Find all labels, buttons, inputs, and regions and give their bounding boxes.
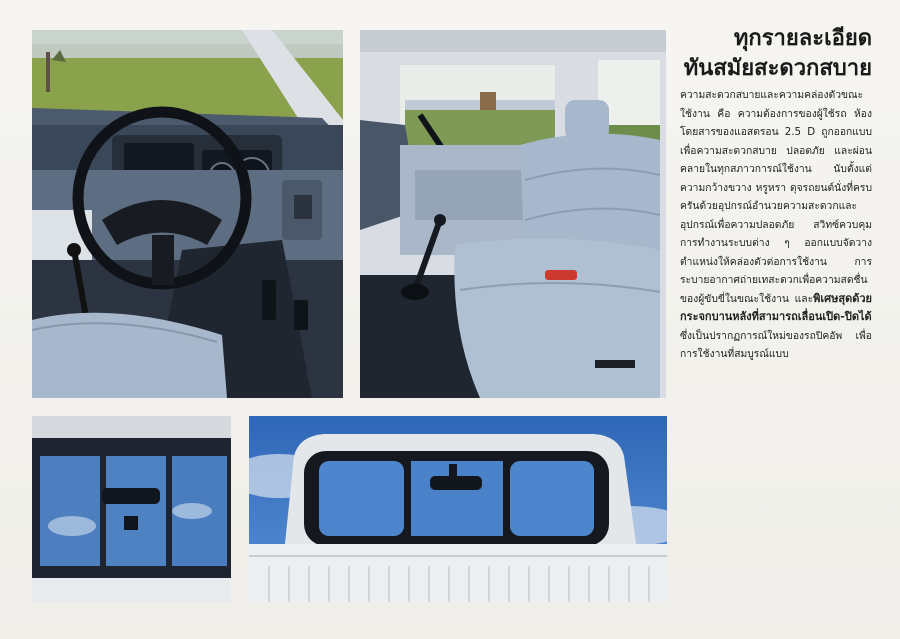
headline [676, 24, 872, 84]
body-text-end: ซึ่งเป็นปรากฏการณ์ใหม่ของรถปิคอัพ เพื่อการใช้งานที่สมบูรณ์แบบ [680, 329, 872, 360]
body-text-start: ความสะดวกสบายและความคล่องตัวขณะใช้งาน คือ ความต้องการของผู้ใช้รถ ห้องโดยสารของแอสตรอน 2.5 D ถูกออกแบบเพื่อความสะดวกสบาย ปลอดภัย และผ่อนคลายในทุกสภาวการณ์ใช้งาน นับตั้งแต่ความกว้างขวาง หรูหรา ดุจรถยนต์นั่งที่ครบครันด้วยอุปกรณ์อำนวยความสะดวกและอุปกรณ์เพื่อความปลอดภัย สวิทซ์ควบคุมการทำงานระบบต่าง ๆ ออกแบบจัดวางตำแหน่งให้คล่องตัวต่อการใช้งาน การระบายอากาศถ่ายเทสะดวกเพื่อความสดชื่นของผู้ขับขี่ในขณะใช้งาน และ [680, 89, 872, 305]
rear-window-photo [249, 416, 667, 602]
dashboard-photo [32, 30, 343, 398]
headline-line-1: ทุกรายละเอียด [733, 26, 872, 51]
bench-seat-photo [360, 30, 666, 398]
window-closeup-photo [32, 416, 231, 602]
headline-line-2: ทันสมัยสะดวกสบาย [683, 56, 872, 81]
body-paragraph [680, 86, 872, 364]
body-text-bold: พิเศษสุดด้วยกระจกบานหลังที่สามารถเลื่อนเปิด-ปิดได้ [680, 291, 872, 323]
